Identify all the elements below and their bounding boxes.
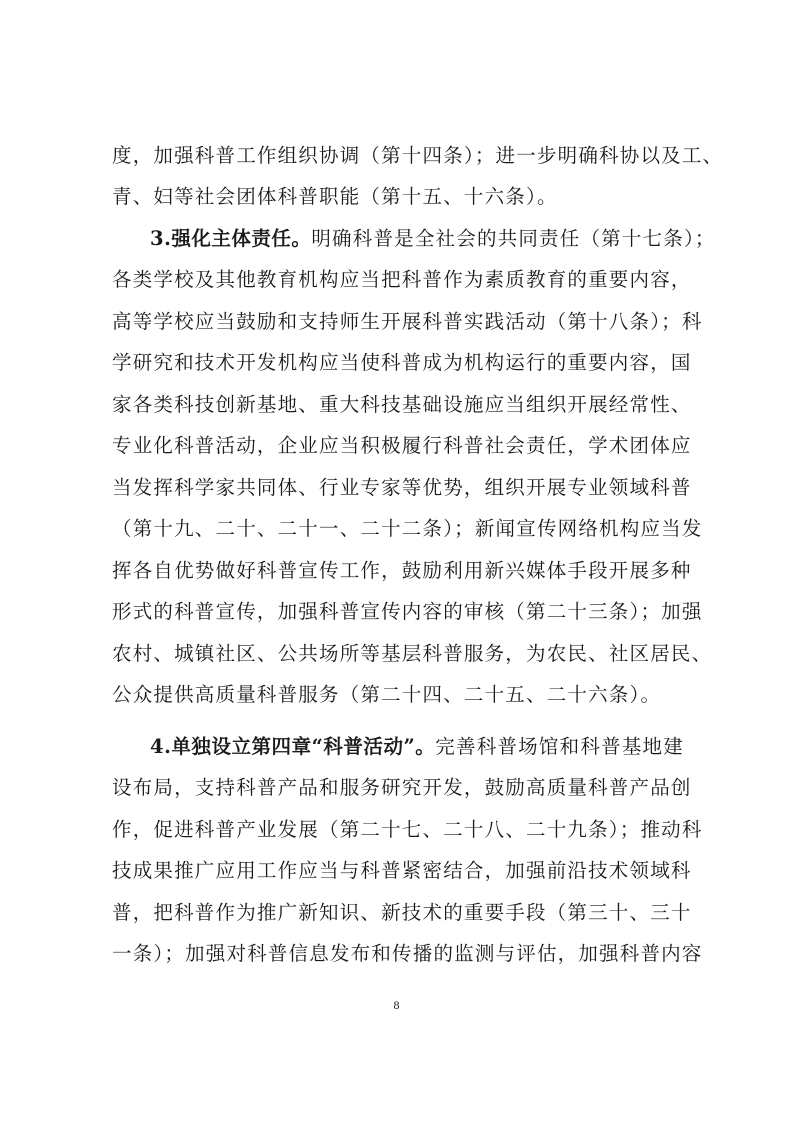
text-line: 设布局，支持科普产品和服务研究开发，鼓励高质量科普产品创 — [112, 776, 692, 799]
text-line: 技成果推广应用工作应当与科普紧密结合，加强前沿技术领域科 — [112, 859, 692, 882]
paragraph-heading-line — [150, 727, 684, 767]
text-line: 各类学校及其他教育机构应当把科普作为素质教育的重要内容， — [112, 268, 692, 291]
text-line: 一条）；加强对科普信息发布和传播的监测与评估，加强科普内容 — [112, 942, 703, 965]
text-line: 青、妇等社会团体科普职能（第十五、十六条）。 — [112, 185, 558, 208]
text-line: 形式的科普宣传，加强科普宣传内容的审核（第二十三条）；加强 — [112, 600, 703, 623]
section-heading: 4.单独设立第四章“科普活动”。 — [150, 735, 436, 758]
text-line: 当发挥科学家共同体、行业专家等优势，组织开展专业领域科普 — [112, 476, 692, 499]
text-run: 完善科普场馆和科普基地建 — [435, 735, 684, 758]
text-line: 作，促进科普产业发展（第二十七、二十八、二十九条）；推动科 — [112, 818, 703, 841]
text-line: 专业化科普活动，企业应当积极履行科普社会责任，学术团体应 — [112, 434, 692, 457]
section-heading: 3.强化主体责任。 — [150, 227, 312, 250]
paragraph-heading-line — [150, 219, 716, 259]
text-run: 明确科普是全社会的共同责任（第十七条）； — [311, 227, 716, 250]
text-line: 普，把科普作为推广新知识、新技术的重要手段（第三十、三十 — [112, 901, 692, 924]
text-line: 家各类科技创新基地、重大科技基础设施应当组织开展经常性、 — [112, 393, 692, 416]
text-line: 高等学校应当鼓励和支持师生开展科普实践活动（第十八条）；科 — [112, 310, 703, 333]
text-line: 挥各自优势做好科普宣传工作，鼓励利用新兴媒体手段开展多种 — [112, 559, 692, 582]
text-line: 公众提供高质量科普服务（第二十四、二十五、二十六条）。 — [112, 683, 662, 706]
text-line: 农村、城镇社区、公共场所等基层科普服务，为农民、社区居民、 — [112, 642, 713, 665]
text-line: 度，加强科普工作组织协调（第十四条）；进一步明确科协以及工、 — [112, 144, 724, 167]
text-line: 学研究和技术开发机构应当使科普成为机构运行的重要内容，国 — [112, 351, 692, 374]
text-line: （第十九、二十、二十一、二十二条）；新闻宣传网络机构应当发 — [112, 517, 703, 540]
page-number: 8 — [393, 998, 400, 1012]
